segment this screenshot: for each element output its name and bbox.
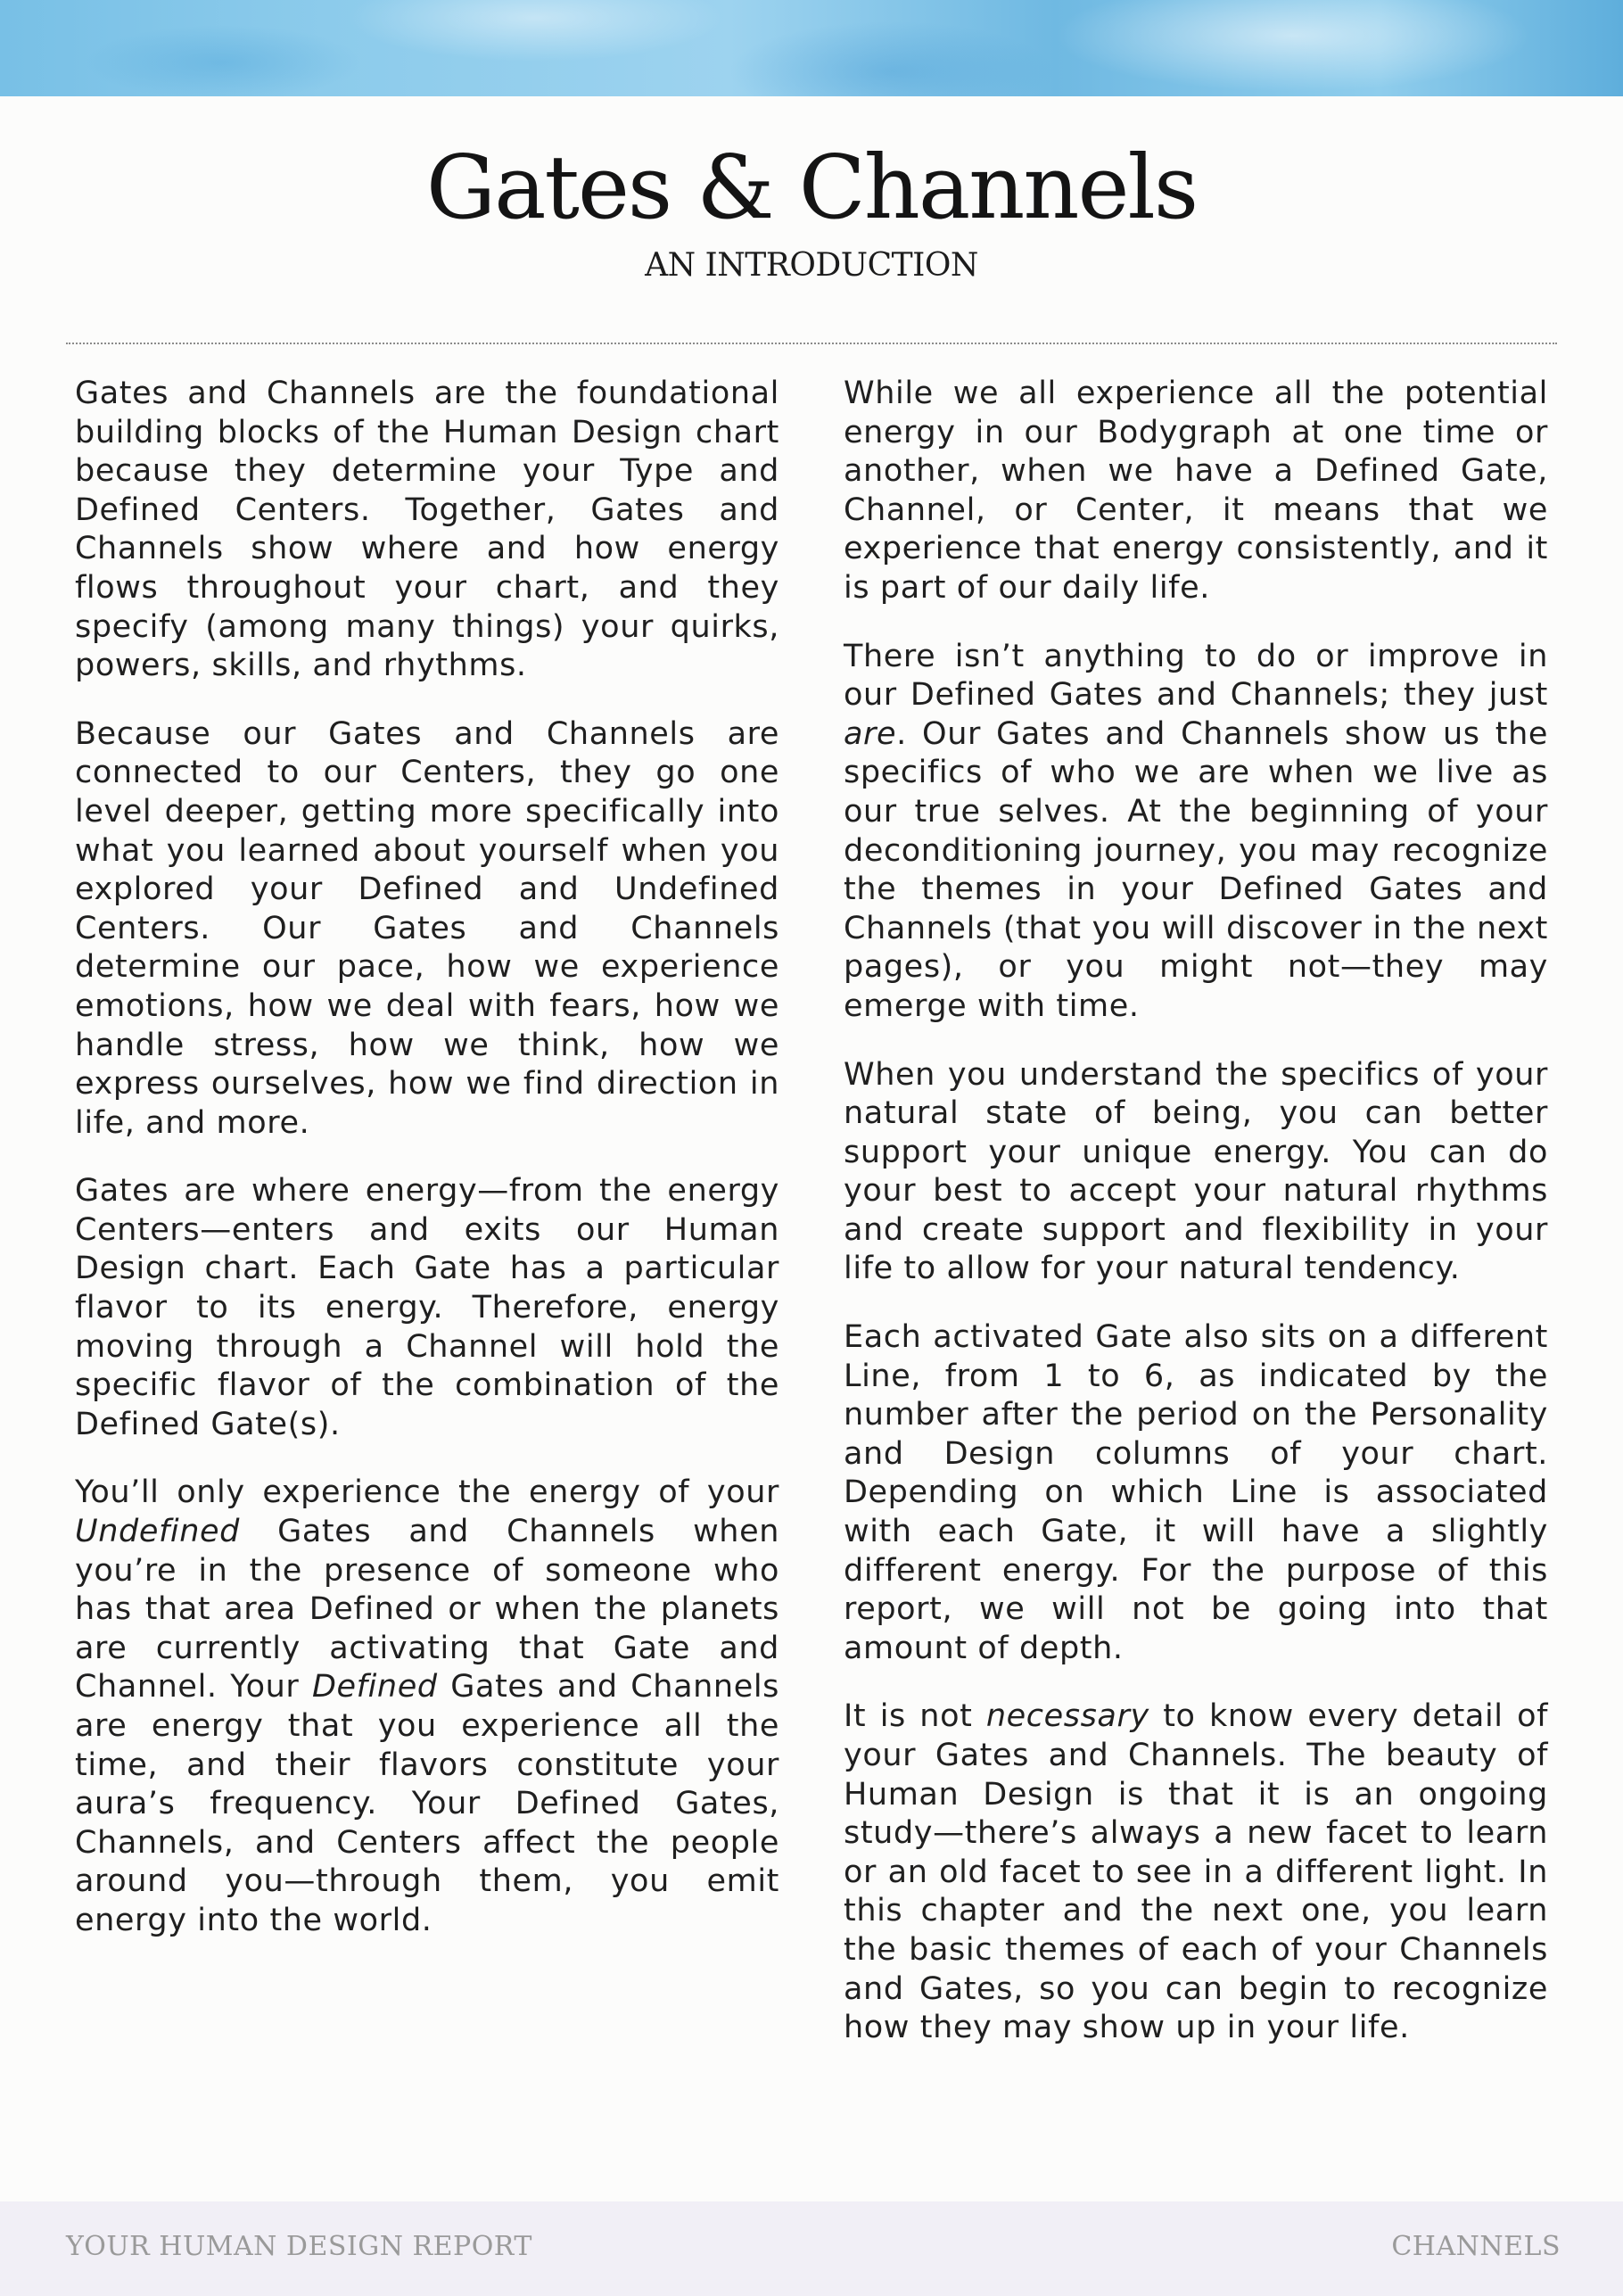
paragraph-text: . Our Gates and Channels show us the specifics of who we are when we live as our true selves. At the beginning of your deconditioning journey, you may recognize the themes in your Defined Gates and Channels (that you will discover in the next pages), or you might not—they may emerge with time.: [844, 715, 1548, 1024]
page-title: Gates & Channels: [425, 137, 1198, 239]
paragraph-text: It is not: [844, 1698, 986, 1735]
footer-report-name: YOUR HUMAN DESIGN REPORT: [66, 2231, 532, 2262]
paragraph-text: There isn’t anything to do or improve in our Defined Gates and Channels; they just: [844, 638, 1548, 714]
paragraph-centers-connection: Because our Gates and Channels are connected to our Centers, they go one level deeper, getting more specifically into what you learned about yourself when you explored your Defined and Undefined Centers. Our Gates and Channels determine our pace, how we experience emotions, how we deal with fears, how we handle stress, how we think, how we express ourselves, how we find direction in life, and more.: [75, 715, 779, 1141]
paragraph-text: Gates and Channels when you’re in the presence of someone who has that area Defined or when the planets are currently activating that Gate and Channel. Your: [75, 1514, 779, 1705]
paragraph-lines: Each activated Gate also sits on a different Line, from 1 to 6, as indicated by the number after the period on the Personality and Design columns of your chart. Depending on which Line is associated with each Gate, it will have a slightly different energy. For the purpose of this report, we will not be going into that amount of depth.: [844, 1319, 1548, 1666]
paragraph-natural-state: When you understand the specifics of your natural state of being, you can better support your unique energy. You can do your best to accept your natural rhythms and create support and flexibility in your life to allow for your natural tendency.: [844, 1056, 1548, 1287]
emphasis-text: necessary: [985, 1698, 1149, 1735]
paragraph-potential-energy: While we all experience all the potential energy in our Bodygraph at one time or another, when we have a Defined Gate, Channel, or Center, it means that we experience that energy consistently, and it is part of our daily life.: [844, 376, 1548, 606]
paragraph-text: You’ll only experience the energy of your: [75, 1474, 779, 1511]
paragraph-undefined-defined: [75, 1474, 779, 1940]
paragraph-gates-channels-intro: Gates and Channels are the foundational building blocks of the Human Design chart because they determine your Type and Defined Centers. Together, Gates and Channels show where and how energy flows throughout your chart, and they specify (among many things) your quirks, powers, skills, and rhythms.: [75, 376, 779, 684]
page-subtitle: AN INTRODUCTION: [645, 247, 978, 284]
footer-section-name: CHANNELS: [1391, 2231, 1561, 2262]
paragraph-text: to know every detail of your Gates and Channels. The beauty of Human Design is that it is an ongoing study—there’s always a new facet to learn or an old facet to see in a different light. In this chapter and the next one, you learn the basic themes of each of your Channels and Gates, so you can begin to recognize how they may show up in your life.: [844, 1698, 1549, 2046]
left-column: [75, 375, 779, 1970]
emphasis-text: Defined: [312, 1669, 438, 1705]
emphasis-text: Undefined: [75, 1514, 240, 1550]
paragraph-gates-energy: Gates are where energy—from the energy Centers—enters and exits our Human Design chart. Each Gate has a particular flavor to its energy. Therefore, energy moving through a Channel will hold the specific flavor of the combination of the Defined Gate(s).: [75, 1173, 779, 1442]
right-column: [844, 375, 1548, 2077]
emphasis-text: are: [844, 715, 897, 752]
dotted-divider: [66, 343, 1557, 344]
paragraph-nothing-to-improve: [844, 638, 1548, 1027]
paragraph-text: Gates and Channels are energy that you experience all the time, and their flavors constitute your aura’s frequency. Your Defined Gates, Channels, and Centers affect the people around you—through them, you emit energy into the world.: [75, 1669, 779, 1938]
paragraph-not-necessary: [844, 1697, 1548, 2047]
header-watercolor-banner: [0, 0, 1623, 96]
